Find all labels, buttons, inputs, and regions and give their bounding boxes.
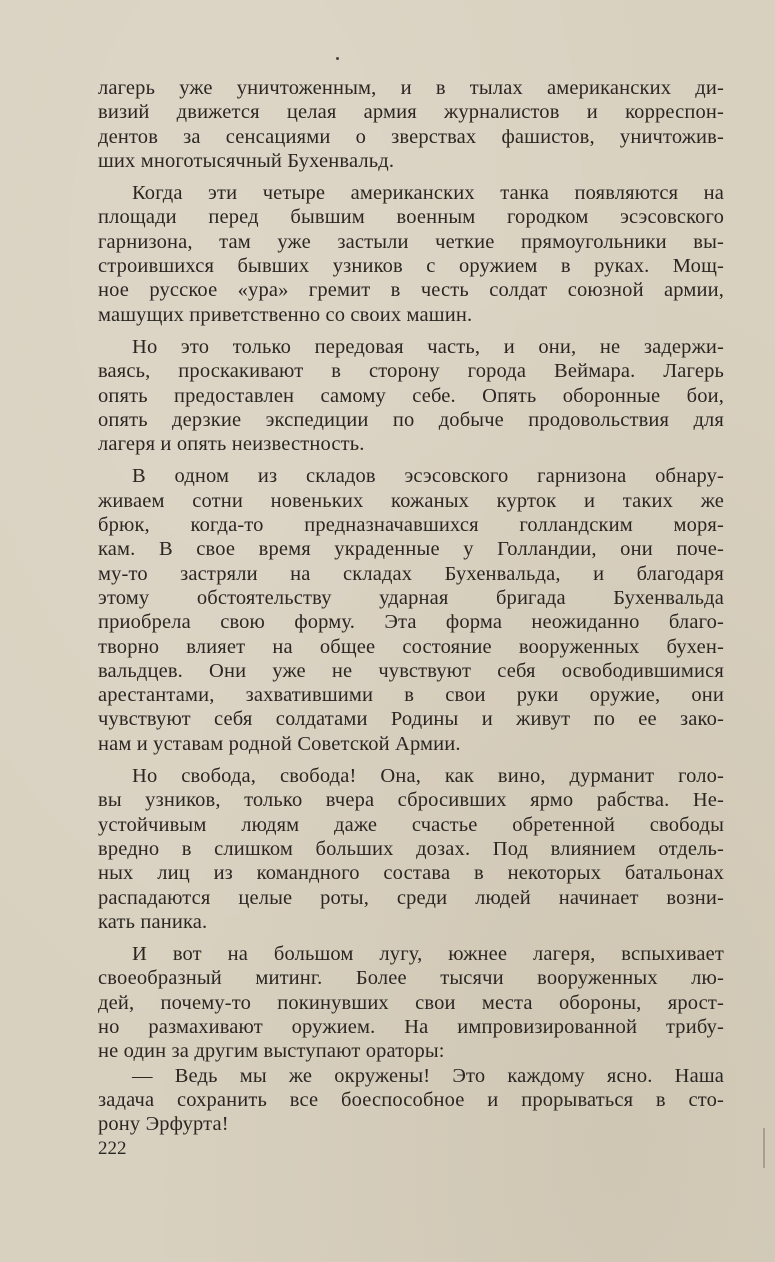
text-line: распадаются целые роты, среди людей начинает возни- [98,886,724,909]
page-number: 222 [98,1138,127,1159]
text-line: не один за другим выступают ораторы: [98,1040,445,1063]
paragraph [98,764,724,934]
text-line: ших многотысячный Бухенвальд. [98,149,395,172]
text-line: арестантами, захватившими в свои руки оружие, они [98,684,724,707]
text-line: вредно в слишком больших дозах. Под влиянием отдель- [98,837,724,860]
print-speck [336,57,339,60]
text-line: ных лиц из командного состава в некоторых батальонах [98,862,724,885]
paragraph [98,76,724,173]
text-line: опять дерзкие экспедиции по добыче продовольствия для [98,408,724,431]
paragraph [98,464,724,756]
text-line: визий движется целая армия журналистов и корреспон- [98,101,724,124]
text-line: нам и уставам родной Советской Армии. [98,732,461,755]
text-line: живаем сотни новеньких кожаных курток и таких же [98,489,724,512]
text-line: вальдцев. Они уже не чувствуют себя освободившимися [98,659,724,682]
text-line: чувствуют себя солдатами Родины и живут по ее зако- [98,708,724,731]
text-line: Но это только передовая часть, и они, не задержи- [132,335,724,358]
text-line: творно влияет на общее состояние вооруженных бухен- [98,635,724,658]
text-line: лагерь уже уничтоженным, и в тылах американских ди- [98,77,724,99]
text-line: Но свобода, свобода! Она, как вино, дурманит голо- [132,765,724,788]
text-line: ное русское «ура» гремит в честь солдат союзной армии, [98,279,724,302]
text-line: но размахивают оружием. На импровизированной трибу- [98,1015,724,1038]
text-line: рону Эрфурта! [98,1113,229,1136]
text-line: задача сохранить все боеспособное и прорываться в сто- [98,1088,724,1111]
text-line: гарнизона, там уже застыли четкие прямоугольники вы- [98,230,724,253]
text-line: своеобразный митинг. Более тысячи вооруженных лю- [98,967,724,990]
text-line: опять предоставлен самому себе. Опять оборонные бои, [98,384,724,407]
paragraph [98,335,724,456]
text-line: машущих приветственно со своих машин. [98,303,473,326]
text-line: этому обстоятельству ударная бригада Бухенвальда [98,586,724,609]
text-line: вы узников, только вчера сбросивших ярмо рабства. Не- [98,789,724,812]
paragraph [98,942,724,1063]
text-line: дентов за сенсациями о зверствах фашистов, уничтожив- [98,125,724,148]
paragraph [98,181,724,327]
text-line: дей, почему-то покинувших свои места обороны, ярост- [98,991,724,1014]
body-text [98,76,724,1136]
text-line: Когда эти четыре американских танка появляются на [132,182,724,205]
text-line: лагеря и опять неизвестность. [98,433,365,456]
text-line: площади перед бывшим военным городком эсэсовского [98,206,724,229]
text-line: ваясь, проскакивают в сторону города Веймара. Лагерь [98,360,724,383]
text-line: строившихся бывших узников с оружием в руках. Мощ- [98,255,724,278]
text-line: кать паника. [98,910,208,933]
text-line: В одном из складов эсэсовского гарнизона обнару- [132,465,724,488]
text-line: приобрела свою форму. Эта форма неожиданно благо- [98,611,724,634]
paragraph [98,1064,724,1137]
text-line: брюк, когда-то предназначавшихся голландским моря- [98,514,724,537]
text-line: устойчивым людям даже счастье обретенной свободы [98,813,724,836]
text-line: му-то застряли на складах Бухенвальда, и благодаря [98,562,724,585]
text-line: И вот на большом лугу, южнее лагеря, вспыхивает [132,943,724,966]
text-line: — Ведь мы же окружены! Это каждому ясно. Наша [132,1064,724,1087]
page-edge-mark [763,1128,765,1168]
text-line: кам. В свое время украденные у Голландии, они поче- [98,538,724,561]
